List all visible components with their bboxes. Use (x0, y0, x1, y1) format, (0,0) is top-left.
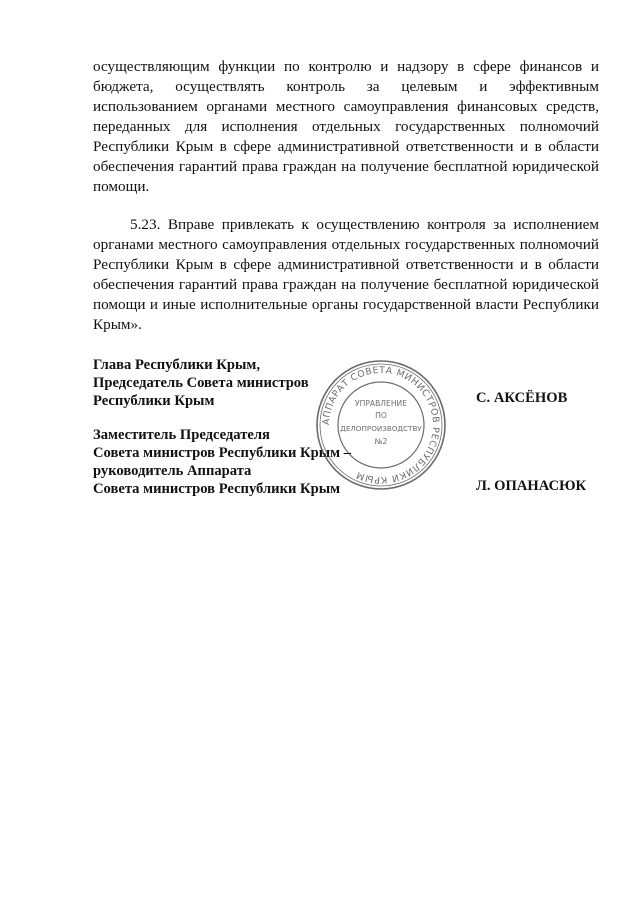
signature-title-line: Совета министров Республики Крым (93, 481, 341, 497)
signatory-name-deputy: Л. ОПАНАСЮК (476, 478, 587, 494)
stamp-center-line: ДЕЛОПРОИЗВОДСТВУ (340, 424, 422, 433)
signature-title-line: Совета министров Республики Крым – (93, 445, 352, 461)
signatory-name-head: С. АКСЁНОВ (476, 390, 568, 406)
signature-title-line: Заместитель Председателя (93, 427, 270, 443)
signature-title-head (93, 356, 309, 410)
signature-title-line: Глава Республики Крым, (93, 357, 260, 373)
stamp-center-line: УПРАВЛЕНИЕ (354, 399, 408, 408)
stamp-center-line: №2 (374, 437, 388, 446)
stamp-center-line: ПО (375, 411, 387, 420)
signature-title-line: Республики Крым (93, 393, 215, 409)
signature-title-line: Председатель Совета министров (93, 375, 309, 391)
stamp-ring-textpath: АППАРАТ СОВЕТА МИНИСТРОВ РЕСПУБЛИКИ КРЫМ (320, 364, 442, 486)
official-stamp (314, 358, 448, 492)
paragraph-continuation: осуществляющим функции по контролю и надзору в сфере финансов и бюджета, осуществлять контроль за целевым и эффективным использованием органами местного самоуправления финансовых средств, переданных для исполнения отдельных государственных полномочий Республики Крым в сфере административной ответственности и в области обеспечения гарантий права граждан на получение бесплатной юридической помощи. (93, 58, 599, 195)
signature-title-line: руководитель Аппарата (93, 463, 252, 479)
paragraph-clause-5-23: 5.23. Вправе привлекать к осуществлению контроля за исполнением органами местного самоуправления отдельных государственных полномочий Республики Крым в сфере административной ответственности и в области обеспечения гарантий права граждан на получение бесплатной юридической помощи и иные исполнительные органы государственной власти Республики Крым». (93, 216, 599, 333)
signature-title-deputy (93, 426, 351, 498)
